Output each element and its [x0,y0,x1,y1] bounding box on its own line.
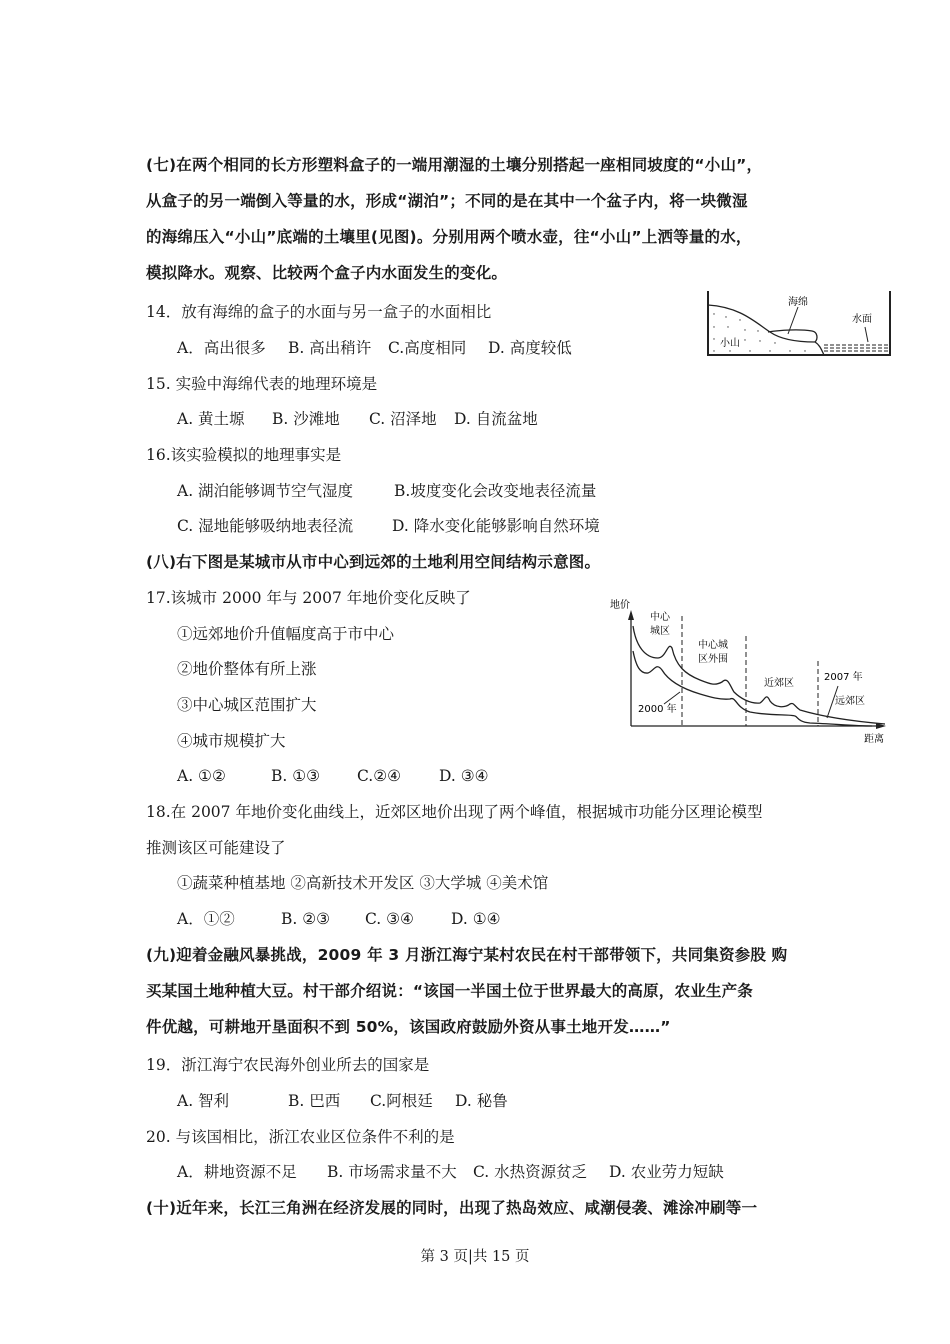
zone2-label-line1: 中心城 [698,640,728,651]
q20-option-b[interactable]: B. 市场需求量不大 [327,1163,457,1181]
zone1-label-line2: 城区 [650,626,670,637]
section10-line: (十)近年来，长江三角洲在经济发展的同时，出现了热岛效应、咸潮侵袭、滩涂冲刷等一 [146,1199,758,1217]
q18-option-d[interactable]: D. ①④ [451,910,501,928]
q16-options-row1 [177,481,596,501]
section7-line-1: (七)在两个相同的长方形塑料盒子的一端用潮湿的土壤分别搭起一座相同坡度的“小山”， [146,156,763,174]
q17-option-b[interactable]: B. ①③ [271,767,321,785]
q18-option-a[interactable]: A．①② [177,910,235,928]
q17-options [177,766,489,786]
q17-item-3: ③中心城区范围扩大 [177,696,317,714]
label-hill: 小山 [720,338,740,349]
q18-option-c[interactable]: C. ③④ [365,910,414,928]
q17-option-c[interactable]: C.②④ [357,767,402,785]
q15-option-d[interactable]: D. 自流盆地 [454,410,538,428]
section9-line-1: (九)迎着金融风暴挑战，2009 年 3 月浙江海宁某村农民在村干部带领下，共同集资参股 购 [146,946,788,964]
section7-line-3: 的海绵压入“小山”底端的土壤里(见图)。分别用两个喷水壶，往“小山”上洒等量的水， [146,228,752,246]
page-number: 第 3 页|共 15 页 [420,1249,530,1265]
q14-option-a[interactable]: A．高出很多 [177,339,266,357]
section9-line-3: 件优越，可耕地开垦面积不到 50%，该国政府鼓励外资从事土地开发……” [146,1018,671,1036]
curve-2000-label: 2000 年 [638,704,677,715]
q14-options [177,338,572,358]
q16-option-c[interactable]: C. 湿地能够吸纳地表径流 [177,517,354,535]
q20-stem: 20. 与该国相比，浙江农业区位条件不利的是 [146,1128,455,1146]
q20-options [177,1162,724,1182]
zone2-label-line2: 区外围 [698,654,728,665]
q16-stem: 16.该实验模拟的地理事实是 [146,446,342,464]
q15-option-b[interactable]: B. 沙滩地 [272,410,340,428]
section8-heading: (八)右下图是某城市从市中心到远郊的土地利用空间结构示意图。 [146,553,601,571]
q19-option-d[interactable]: D. 秘鲁 [455,1092,508,1110]
q15-stem: 15. 实验中海绵代表的地理环境是 [146,375,378,393]
y-axis-label: 地价 [610,600,630,611]
section7-line-2: 从盒子的另一端倒入等量的水，形成“湖泊”；不同的是在其中一个盆子内，将一块微湿 [146,192,748,210]
sponge-experiment-figure [700,287,900,362]
q17-stem: 17.该城市 2000 年与 2007 年地价变化反映了 [146,589,471,607]
q18-items: ①蔬菜种植基地 ②高新技术开发区 ③大学城 ④美术馆 [177,874,549,892]
q16-option-d[interactable]: D. 降水变化能够影响自然环境 [392,517,600,535]
q14-option-c[interactable]: C.高度相同 [388,339,467,357]
q20-option-d[interactable]: D. 农业劳力短缺 [609,1163,724,1181]
q20-option-a[interactable]: A．耕地资源不足 [177,1163,297,1181]
label-water: 水面 [852,314,872,325]
q16-options-row2 [177,516,600,536]
q14-option-b[interactable]: B. 高出稍许 [288,339,372,357]
q15-options [177,409,538,429]
q17-item-4: ④城市规模扩大 [177,732,286,750]
section9-line-2: 买某国土地种植大豆。村干部介绍说：“该国一半国土位于世界最大的高原，农业生产条 [146,982,753,1000]
land-price-figure [610,596,900,746]
q17-option-a[interactable]: A. ①② [177,767,226,785]
section7-line-4: 模拟降水。观察、比较两个盒子内水面发生的变化。 [146,264,508,282]
q14-stem: 14．放有海绵的盒子的水面与另一盒子的水面相比 [146,303,492,321]
q15-option-c[interactable]: C. 沼泽地 [369,410,437,428]
q17-option-d[interactable]: D. ③④ [439,767,489,785]
q19-option-a[interactable]: A. 智利 [177,1092,230,1110]
q18-stem-line2: 推测该区可能建设了 [146,839,286,857]
q19-option-c[interactable]: C.阿根廷 [370,1092,433,1110]
zone4-label: 远郊区 [835,696,865,707]
q17-item-1: ①远郊地价升值幅度高于市中心 [177,625,395,643]
q16-option-b[interactable]: B.坡度变化会改变地表径流量 [394,482,597,500]
q14-option-d[interactable]: D. 高度较低 [488,339,572,357]
zone1-label-line1: 中心 [650,612,670,623]
q20-option-c[interactable]: C. 水热资源贫乏 [473,1163,588,1181]
q17-item-2: ②地价整体有所上涨 [177,660,317,678]
q18-options [177,909,501,929]
q16-option-a[interactable]: A. 湖泊能够调节空气湿度 [177,482,354,500]
x-axis-label: 距离 [864,734,884,745]
q18-stem-line1: 18.在 2007 年地价变化曲线上，近郊区地价出现了两个峰值，根据城市功能分区理论模型 [146,803,763,821]
q19-options [177,1091,508,1111]
label-sponge: 海绵 [788,297,808,308]
q19-stem: 19．浙江海宁农民海外创业所去的国家是 [146,1056,430,1074]
curve-2007-label: 2007 年 [824,672,863,683]
q18-option-b[interactable]: B. ②③ [281,910,331,928]
zone3-label: 近郊区 [764,678,794,689]
q15-option-a[interactable]: A. 黄土塬 [177,410,245,428]
q19-option-b[interactable]: B. 巴西 [288,1092,341,1110]
